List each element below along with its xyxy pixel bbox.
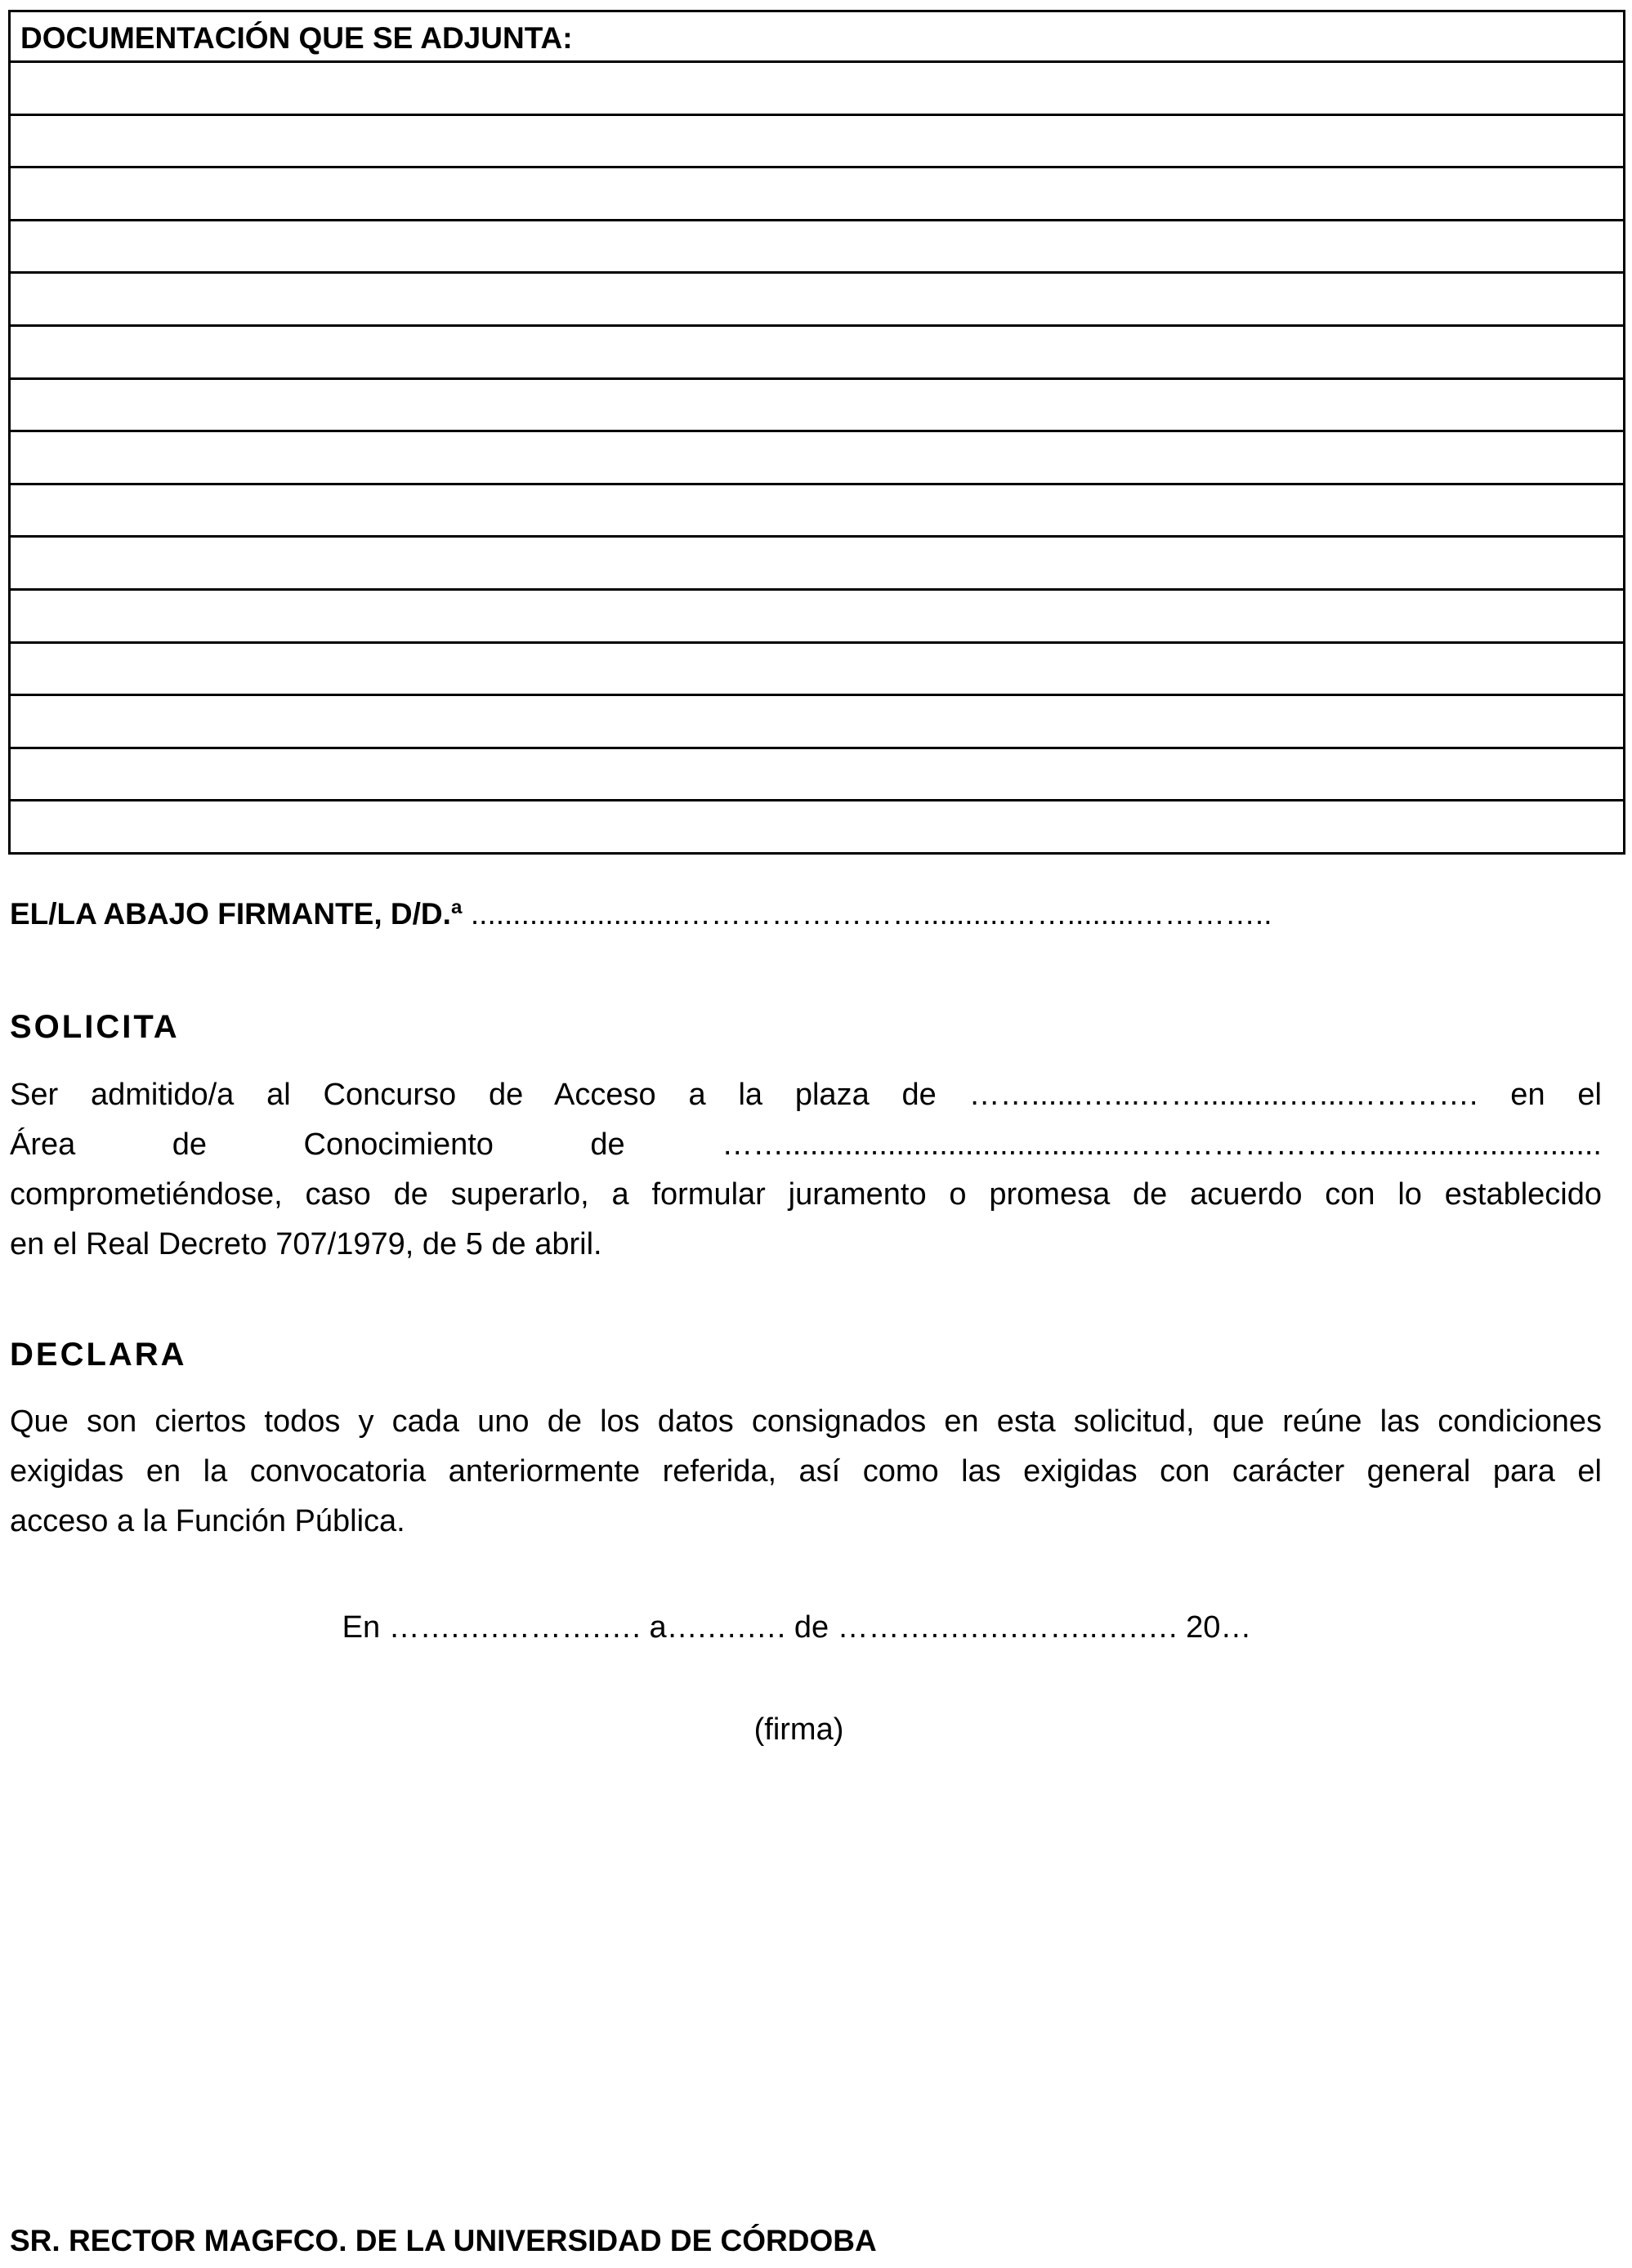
place-date-line[interactable]: En …….….……….…. a….….…. de ……….….….……..….…. 20… xyxy=(342,1610,1252,1645)
documentation-row-14[interactable] xyxy=(11,749,1623,802)
documentation-row-8[interactable] xyxy=(11,432,1623,485)
documentation-row-6[interactable] xyxy=(11,327,1623,380)
declara-line-3: acceso a la Función Pública. xyxy=(10,1504,405,1538)
addressee: SR. RECTOR MAGFCO. DE LA UNIVERSIDAD DE CÓRDOBA xyxy=(10,2224,877,2257)
documentation-row-10[interactable] xyxy=(11,538,1623,591)
solicita-line-1: Ser admitido/a al Concurso de Acceso a la plaza de ……......…...……..........…...…………. en el xyxy=(10,1078,1602,1112)
documentation-row-1[interactable] xyxy=(11,63,1623,116)
documentation-row-11[interactable] xyxy=(11,591,1623,644)
firmante-name-field[interactable]: .........................……………………..........……........………….. xyxy=(470,897,1272,931)
documentation-table xyxy=(8,10,1625,855)
solicita-line-3: comprometiéndose, caso de superarlo, a formular juramento o promesa de acuerdo con lo establecido xyxy=(10,1177,1602,1212)
declara-title: DECLARA xyxy=(10,1337,187,1373)
documentation-row-3[interactable] xyxy=(11,168,1623,221)
firmante-label: EL/LA ABAJO FIRMANTE, D/D.ª xyxy=(10,897,463,931)
solicita-title: SOLICITA xyxy=(10,1009,180,1045)
solicita-line-4: en el Real Decreto 707/1979, de 5 de abril. xyxy=(10,1227,602,1261)
documentation-row-9[interactable] xyxy=(11,485,1623,538)
documentation-row-13[interactable] xyxy=(11,696,1623,749)
solicita-paragraph xyxy=(10,1070,1602,1270)
documentation-row-5[interactable] xyxy=(11,274,1623,327)
documentation-header: DOCUMENTACIÓN QUE SE ADJUNTA: xyxy=(11,12,1623,63)
documentation-row-12[interactable] xyxy=(11,644,1623,697)
firmante-line xyxy=(10,893,1624,935)
solicita-line-2: Área de Conocimiento de …….......................................……………………........................... xyxy=(10,1127,1602,1162)
documentation-row-4[interactable] xyxy=(11,221,1623,275)
documentation-row-2[interactable] xyxy=(11,116,1623,169)
documentation-row-15[interactable] xyxy=(11,801,1623,852)
signature-label: (firma) xyxy=(753,1712,844,1747)
declara-line-2: exigidas en la convocatoria anteriormente referida, así como las exigidas con carácter general para el xyxy=(10,1454,1602,1489)
documentation-row-7[interactable] xyxy=(11,380,1623,433)
declara-paragraph xyxy=(10,1397,1602,1547)
declara-line-1: Que son ciertos todos y cada uno de los datos consignados en esta solicitud, que reúne las condiciones xyxy=(10,1404,1602,1439)
